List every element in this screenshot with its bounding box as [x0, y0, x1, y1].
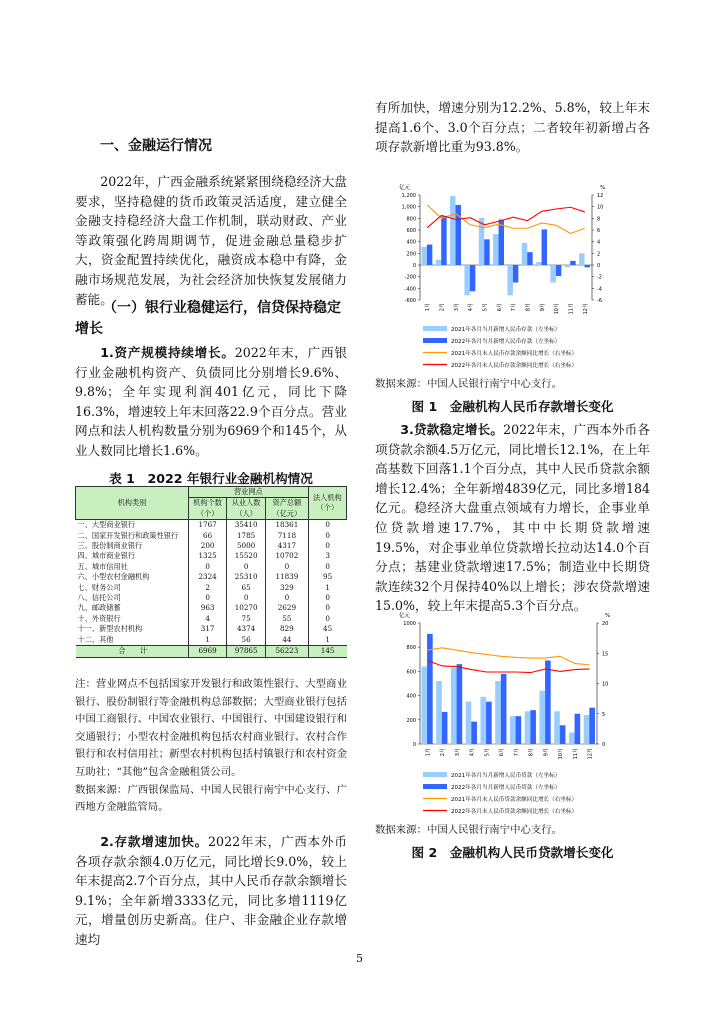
table-cell: 1: [189, 635, 227, 646]
bar-2021: [493, 234, 498, 265]
table-cell: 25310: [227, 572, 266, 582]
table-cell: 0: [266, 593, 309, 603]
bar-2021: [522, 243, 527, 265]
table-cell: 2324: [189, 572, 227, 582]
bar-2021: [507, 265, 512, 295]
table-cell: 45: [308, 624, 346, 634]
y-tick-label: 200: [406, 717, 416, 724]
table-row: [76, 603, 347, 613]
x-tick-label: 5月: [484, 748, 491, 757]
bar-2021: [554, 711, 560, 744]
y-tick-label: -200: [404, 274, 416, 281]
x-tick-label: 7月: [511, 303, 518, 312]
table-cell: 0: [308, 531, 346, 541]
legend-label: 2021年各月当月新增人民币贷款（左坐标）: [451, 773, 561, 779]
bar-2022: [441, 217, 446, 265]
table-cell: 五、城市信用社: [77, 561, 128, 571]
table-cell: 44: [266, 635, 309, 646]
bar-2021: [584, 715, 590, 744]
bar-2022: [486, 702, 492, 744]
y2-tick-label: 2: [597, 251, 601, 258]
bar-2022: [501, 674, 507, 744]
table-cell: 七、财务公司: [77, 582, 121, 592]
legend-label: 2022年各月末人民币贷款余额同比增长（右坐标）: [451, 809, 578, 815]
bar-2022: [470, 265, 475, 291]
col-header: 机构类别: [76, 487, 189, 520]
table-total-cell: 6969: [189, 646, 227, 657]
table-note: 注：营业网点不包括国家开发银行和政策性银行、大型商业银行、股份制银行等金融机构总部数据；大型商业银行包括中国工商银行、中国农业银行、中国银行、中国建设银行和交通银行；小型农村金融机构包括农村商业银行、农村合作银行和农村信用社；新型农村机构包括村镇银行和农村资金互助社；“其他”包含金融租赁公司。: [75, 678, 347, 778]
legend-label: 2022年各月当月新增人民币存款（左坐标）: [451, 339, 561, 345]
x-tick-label: 1月: [425, 303, 432, 312]
paragraph-text: 2022年末，广西本外币各项贷款余额4.5万亿元，同比增长12.1%，在上年高基数下回落1.1个百分点，其中人民币贷款余额增长12.4%；全年新增4839亿元，同比多增184亿元。稳经济大盘重点领域有力增长，企事业单位贷款增速17.7%，其中中长期贷款增速19.5%，对企事业单位贷款增长拉动达14.0个百分点；基建业贷款增速17.5%；制造业中长期贷款连续32个月保持40%以上增长；涉农贷款增速15.0%，较上年末提高5.3个百分点。: [375, 422, 650, 614]
table-title: 表 1 2022 年银行业金融机构情况: [109, 471, 313, 486]
right-axis-unit: %: [600, 185, 606, 191]
group-header: 营业网点: [189, 487, 309, 498]
table-cell: 329: [266, 583, 309, 593]
y-tick-label: 200: [406, 251, 416, 258]
table-cell: 0: [227, 593, 266, 603]
table-row: [76, 520, 347, 531]
legend-label: 2022年各月当月新增人民币贷款（左坐标）: [451, 785, 561, 791]
page-number: 5: [356, 952, 363, 965]
y2-tick-label: 12: [597, 193, 604, 199]
table-cell: 5000: [227, 541, 266, 551]
legend-label: 2021年各月末人民币存款余额同比增长（右坐标）: [451, 351, 578, 357]
right-axis-unit: %: [605, 613, 611, 619]
table-cell: 0: [227, 562, 266, 572]
bar-2021: [464, 265, 469, 295]
table-cell: 2: [189, 583, 227, 593]
x-tick-label: 3月: [453, 303, 460, 312]
x-tick-label: 10月: [554, 303, 561, 315]
bar-2022: [589, 708, 595, 744]
y2-tick-label: 8: [597, 216, 601, 223]
table-cell: 0: [308, 603, 346, 613]
y2-tick-label: 20: [602, 621, 609, 627]
legend-swatch: [423, 784, 447, 789]
table-cell: 1767: [189, 520, 227, 531]
table-row: [76, 572, 347, 582]
x-tick-label: 12月: [587, 748, 594, 760]
table-cell: 二、国家开发银行和政策性银行: [77, 530, 179, 540]
table-cell: 一、大型商业银行: [77, 520, 136, 530]
bar-2022: [530, 710, 536, 744]
bar-2022: [484, 239, 489, 265]
x-tick-label: 5月: [482, 303, 489, 312]
bar-2021: [480, 697, 486, 744]
table-cell: 2629: [266, 603, 309, 613]
table-cell: 十二、其他: [76, 635, 189, 646]
bar-2022: [542, 229, 547, 265]
table-cell: 0: [308, 614, 346, 624]
col-header: 从业人数（人）: [227, 498, 266, 520]
table-row: [76, 614, 347, 624]
table-cell: 963: [189, 603, 227, 613]
table-cell: 1325: [189, 551, 227, 561]
table-notes: [75, 676, 347, 817]
x-tick-label: 10月: [558, 748, 565, 760]
table-cell: 4317: [266, 541, 309, 551]
table-total-cell: 合 计: [76, 646, 189, 657]
table-cell: 75: [227, 614, 266, 624]
y2-tick-label: 6: [597, 228, 601, 234]
table-cell: 1: [308, 635, 346, 646]
table-cell: 八、信托公司: [77, 593, 121, 603]
bar-2021: [536, 262, 541, 265]
x-tick-label: 1月: [425, 748, 432, 757]
y2-tick-label: 15: [602, 651, 609, 658]
table-cell: 55: [266, 614, 309, 624]
paragraph-text: 有所加快，增速分别为12.2%、5.8%，较上年末提高1.6个、3.0个百分点；二者较年初新增占各项存款新增比重为93.8%。: [375, 100, 650, 155]
bar-2022: [545, 661, 551, 744]
table-cell: 66: [189, 531, 227, 541]
legend-label: 2021年各月当月新增人民币存款（左坐标）: [451, 327, 561, 333]
bar-2021: [569, 733, 575, 744]
y-tick-label: -600: [404, 298, 416, 304]
intro-text: 2022年，广西金融系统紧紧围绕稳经济大盘要求，坚持稳健的货币政策灵活适度，建立健全金融支持稳经济大盘工作机制，联动财政、产业等政策强化跨周期调节，促进金融总量稳步扩大，资金配置持续优化，融资成本稳中有降，金融市场规范发展，为社会经济加快恢复发展储力蓄能。: [75, 174, 347, 307]
bar-2022: [471, 722, 477, 744]
table-cell: 0: [308, 593, 346, 603]
paragraph-assets: [75, 343, 347, 461]
line-2021: [427, 648, 589, 665]
bar-2022: [560, 725, 566, 744]
table-cell: 十、外资银行: [77, 613, 121, 623]
y-tick-label: 0: [412, 742, 416, 748]
table-cell: 三、股份制商业银行: [77, 541, 143, 551]
paragraph-lead: 3.贷款稳定增长。: [400, 422, 504, 437]
bar-2021: [421, 667, 427, 744]
table-row: [76, 541, 347, 551]
table-row: [76, 635, 347, 646]
x-tick-label: 11月: [572, 748, 579, 760]
table-row: [76, 551, 347, 561]
y-tick-label: 1000: [403, 621, 416, 627]
table-cell: 0: [308, 562, 346, 572]
figure1-title: 图 1 金融机构人民币存款增长变化: [411, 399, 614, 414]
paragraph-deposits: [75, 832, 347, 950]
legend-label: 2021年各月末人民币贷款余额同比增长（右坐标）: [451, 797, 578, 803]
y2-tick-label: -2: [597, 274, 602, 281]
table-cell: 35410: [227, 520, 266, 531]
x-tick-label: 9月: [539, 303, 546, 312]
col-header: 法人机构（个）: [308, 487, 346, 520]
bar-2022: [442, 712, 448, 744]
y2-tick-label: 0: [597, 263, 601, 269]
left-axis-unit: 亿元: [398, 613, 410, 619]
bar-2022: [575, 714, 581, 744]
x-tick-label: 2月: [439, 303, 446, 312]
chart2-source: 数据来源：中国人民银行南宁中心支行。: [375, 824, 563, 836]
table-cell: 317: [189, 624, 227, 634]
bar-2021: [550, 265, 555, 283]
x-tick-label: 11月: [568, 303, 575, 315]
table-cell: 18361: [266, 520, 309, 531]
table-row: [76, 562, 347, 572]
y-tick-label: 800: [406, 645, 416, 652]
table-cell: 56: [227, 635, 266, 646]
bar-2021: [479, 218, 484, 265]
y-tick-label: -400: [404, 286, 416, 293]
table-cell: 829: [266, 624, 309, 634]
table-cell: 十一、新型农村机构: [77, 624, 143, 634]
table-total-cell: 145: [308, 646, 346, 657]
bar-2022: [585, 265, 590, 267]
paragraph-deposits-continued: [375, 98, 650, 157]
bar-2021: [421, 247, 426, 265]
section-heading: 一、金融运行情况: [100, 138, 212, 154]
y-tick-label: 1,000: [401, 204, 416, 211]
bar-2021: [525, 711, 531, 744]
intro-paragraph: [75, 172, 347, 309]
table-cell: 0: [308, 541, 346, 551]
legend-label: 2022年各月末人民币存款余额同比增长（右坐标）: [451, 363, 578, 369]
y2-tick-label: 0: [602, 742, 606, 748]
left-axis-unit: 亿元: [398, 185, 410, 191]
table-cell: 4: [189, 614, 227, 624]
y-tick-label: 600: [406, 669, 416, 676]
table-cell: 0: [189, 593, 227, 603]
y-tick-label: 400: [406, 239, 416, 246]
table-cell: 0: [189, 562, 227, 572]
legend-swatch: [423, 326, 447, 331]
table-cell: 11839: [266, 572, 309, 582]
table-cell: 0: [266, 562, 309, 572]
bar-2021: [495, 681, 501, 744]
paragraph-lead: 2.存款增速加快。: [100, 834, 209, 849]
paragraph-lead: 1.资产规模持续增长。: [100, 345, 235, 360]
table-row: [76, 593, 347, 603]
bar-2022: [499, 220, 504, 266]
col-header: 资产总额（亿元）: [266, 498, 309, 520]
bar-2021: [436, 260, 441, 265]
deposit-chart: [375, 178, 630, 374]
legend-swatch: [423, 338, 447, 343]
x-tick-label: 8月: [528, 748, 535, 757]
x-tick-label: 4月: [469, 748, 476, 757]
col-header: 机构个数（个）: [189, 498, 227, 520]
y2-tick-label: 10: [602, 681, 609, 688]
bar-2022: [570, 261, 575, 265]
table-cell: 200: [189, 541, 227, 551]
bar-2021: [451, 668, 457, 744]
chart1-source: 数据来源：中国人民银行南宁中心支行。: [375, 378, 563, 390]
bar-2022: [513, 265, 518, 283]
table-total-cell: 97865: [227, 646, 266, 657]
loan-chart: [375, 606, 630, 820]
y2-tick-label: 10: [597, 204, 604, 211]
x-tick-label: 4月: [468, 303, 475, 312]
subsection-heading: （一）银行业稳健运行，信贷保持稳定增长: [75, 300, 341, 337]
x-tick-label: 6月: [496, 303, 503, 312]
table-cell: 1785: [227, 531, 266, 541]
bar-2022: [516, 716, 522, 744]
bar-2021: [436, 681, 442, 744]
table-row: [76, 624, 347, 634]
y2-tick-label: -4: [597, 286, 602, 293]
x-tick-label: 8月: [525, 303, 532, 312]
table-cell: 65: [227, 583, 266, 593]
x-tick-label: 3月: [454, 748, 461, 757]
y2-tick-label: -6: [597, 298, 602, 304]
table-cell: 15520: [227, 551, 266, 561]
bar-2022: [527, 252, 532, 265]
x-tick-label: 2月: [440, 748, 447, 757]
bar-2021: [450, 196, 455, 265]
bar-2021: [539, 691, 545, 744]
legend-swatch: [423, 772, 447, 777]
table-row: [76, 531, 347, 541]
bar-2022: [556, 265, 561, 276]
x-tick-label: 7月: [513, 748, 520, 757]
bar-2021: [466, 702, 472, 744]
table-cell: 四、城市商业银行: [77, 551, 136, 561]
y-tick-label: 600: [406, 228, 416, 234]
table-cell: 4374: [227, 624, 266, 634]
bar-2021: [565, 265, 570, 267]
table-source: 数据来源：广西银保监局、中国人民银行南宁中心支行、广西地方金融监管局。: [75, 783, 347, 814]
x-tick-label: 12月: [582, 303, 589, 315]
paragraph-loans: [375, 420, 650, 616]
table-cell: 10702: [266, 551, 309, 561]
x-tick-label: 6月: [499, 748, 506, 757]
bank-institutions-table: [75, 486, 347, 658]
bar-2021: [510, 716, 516, 744]
paragraph-text: 2022年末，广西银行业金融机构资产、负债同比分别增长9.6%、9.8%；全年实现利润401亿元，同比下降16.3%，增速较上年末回落22.9个百分点。营业网点和法人机构数量分别为6969个和145个，从业人数同比增长1.6%。: [75, 345, 347, 458]
paragraph-text: 2022年末，广西本外币各项存款余额4.0万亿元，同比增长9.0%，较上年末提高2.7个百分点，其中人民币存款余额增长9.1%；全年新增3333亿元，同比多增1119亿元，增量创历史新高。住户、非金融企业存款增速均: [75, 834, 347, 947]
table-total-cell: 56223: [266, 646, 309, 657]
bar-2022: [427, 245, 432, 265]
y2-tick-label: 5: [602, 711, 606, 718]
table-row: [76, 583, 347, 593]
table-total-row: [76, 646, 347, 657]
x-tick-label: 9月: [543, 748, 550, 757]
table-cell: 10270: [227, 603, 266, 613]
table-cell: 0: [308, 520, 346, 531]
y-tick-label: 400: [406, 693, 416, 700]
y-tick-label: 0: [412, 263, 416, 269]
table-cell: 3: [308, 551, 346, 561]
y-tick-label: 1,200: [401, 193, 416, 199]
table-cell: 95: [308, 572, 346, 582]
table-cell: 1: [308, 583, 346, 593]
bar-2022: [457, 664, 463, 744]
y-tick-label: 800: [406, 216, 416, 223]
table-cell: 7118: [266, 531, 309, 541]
table-cell: 六、小型农村金融机构: [77, 572, 150, 582]
y2-tick-label: 4: [597, 239, 601, 246]
bar-2021: [579, 253, 584, 265]
table-cell: 九、邮政储蓄: [77, 603, 121, 613]
figure2-title: 图 2 金融机构人民币贷款增长变化: [411, 845, 614, 860]
